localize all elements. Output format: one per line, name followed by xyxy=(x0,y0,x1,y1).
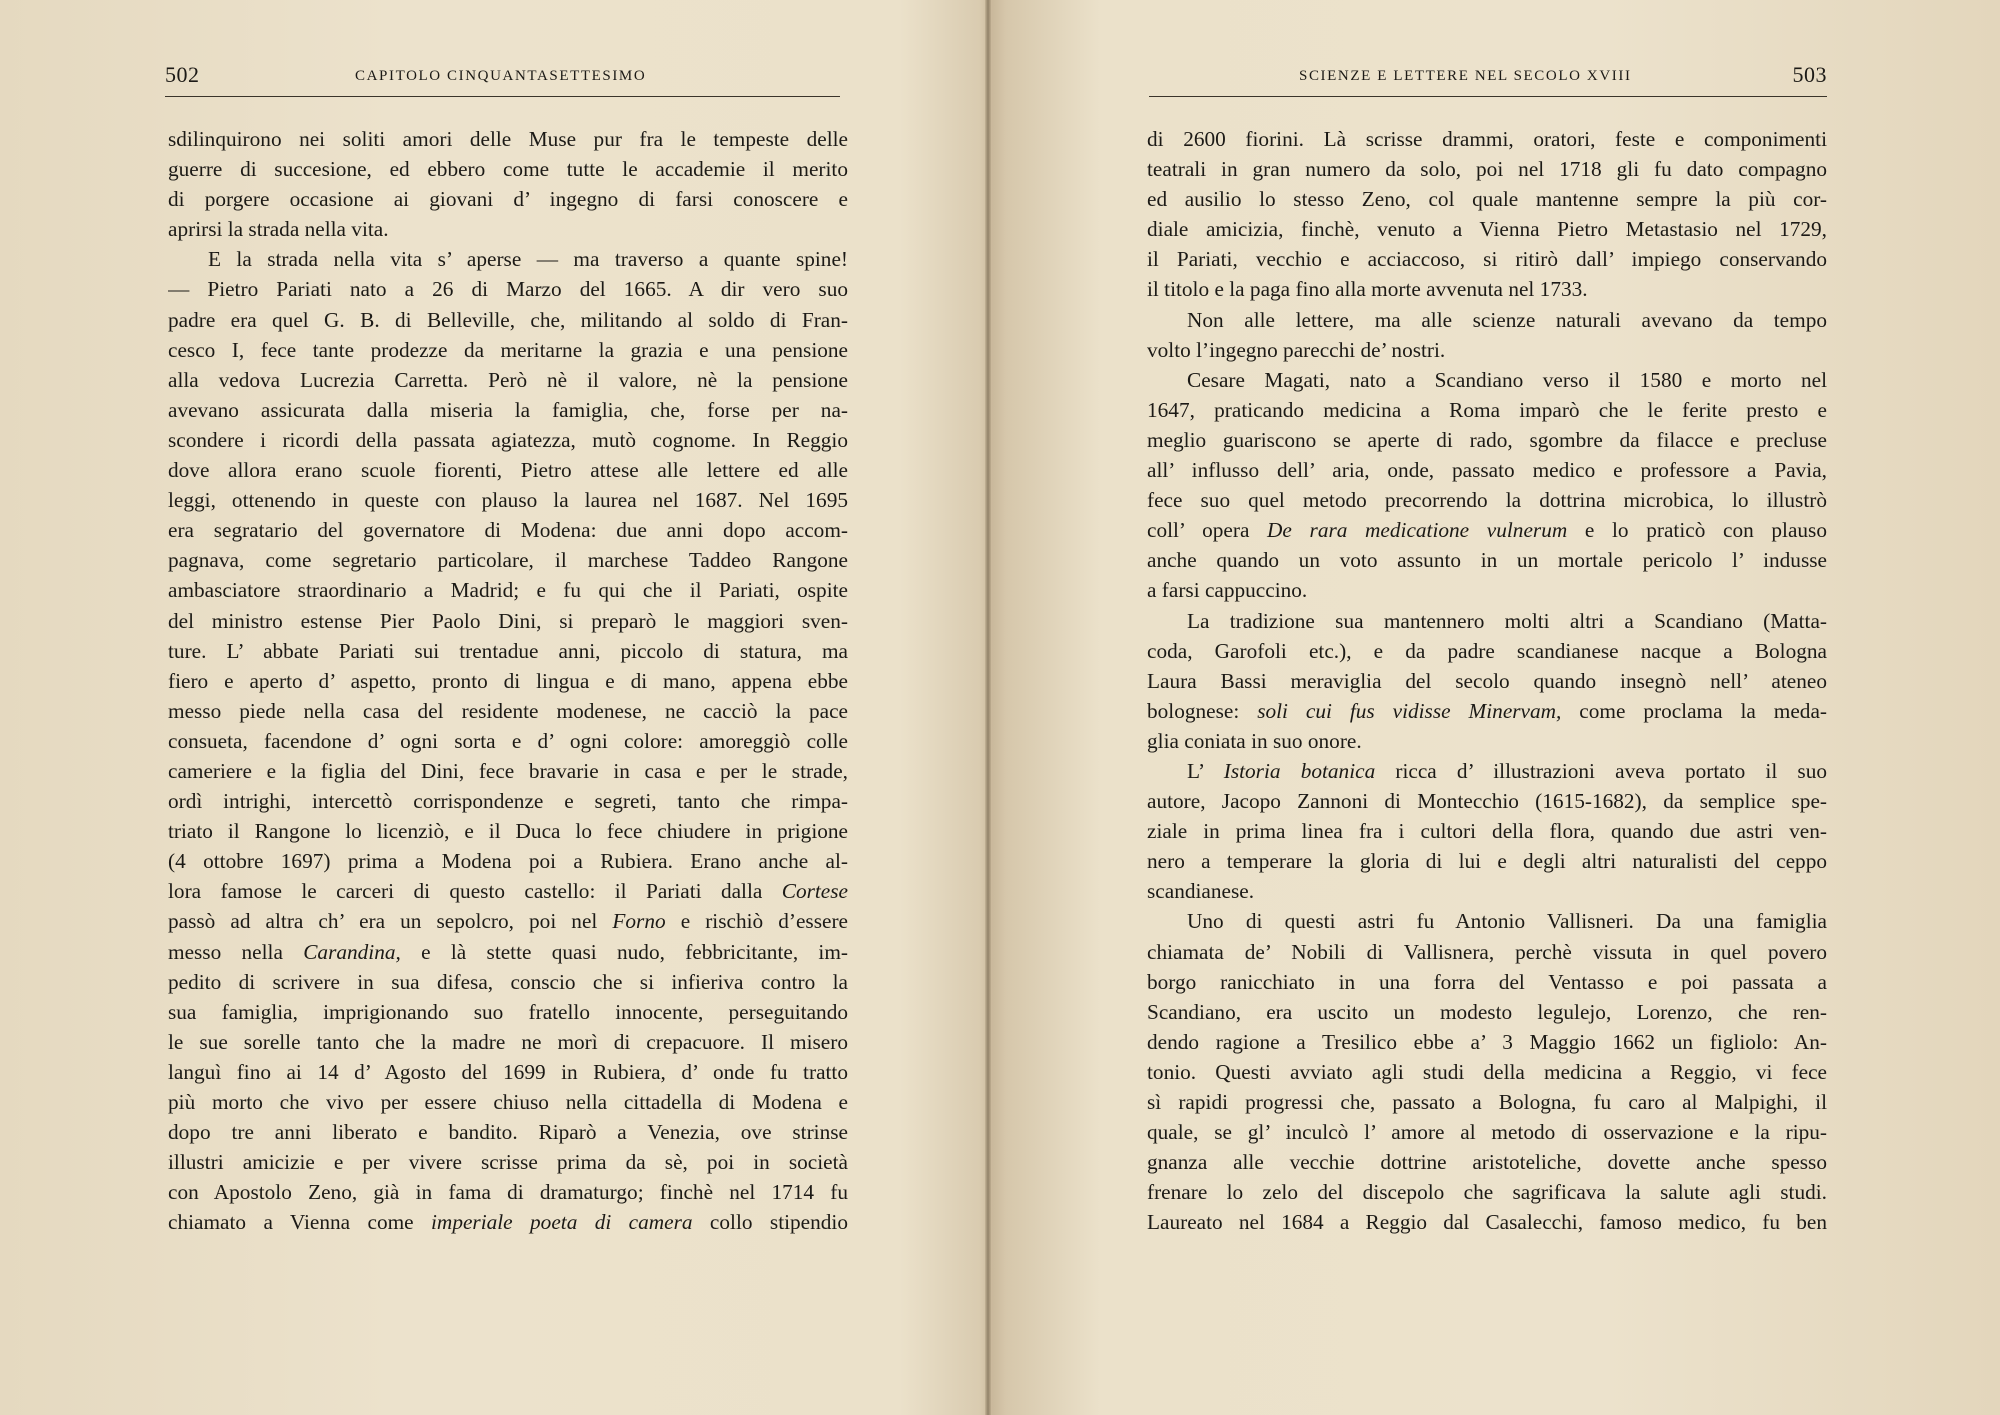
text-segment: illustri amicizie e per vivere scrisse prima da sè, poi in società xyxy=(168,1150,848,1175)
text-line xyxy=(1147,515,1827,545)
right-page-header xyxy=(1149,62,1827,97)
text-line xyxy=(1147,666,1827,696)
text-segment: cameriere e la figlia del Dini, fece bravarie in casa e per le strade, xyxy=(168,758,848,783)
text-line xyxy=(1147,395,1827,425)
text-line xyxy=(168,816,848,846)
text-segment: ordì intrighi, intercettò corrispondenze e segreti, tanto che rimpa- xyxy=(168,789,848,814)
text-line xyxy=(168,365,848,395)
text-segment: ziale in prima linea fra i cultori della flora, quando due astri ven- xyxy=(1147,819,1827,844)
text-line xyxy=(1147,636,1827,666)
right-page xyxy=(991,0,2000,1415)
text-segment: volto l’ingegno parecchi de’ nostri. xyxy=(1147,337,1446,362)
text-line xyxy=(168,666,848,696)
text-line xyxy=(1147,214,1827,244)
text-segment: passò ad altra ch’ era un sepolcro, poi nel xyxy=(168,909,613,934)
text-line xyxy=(168,455,848,485)
left-page xyxy=(0,0,985,1415)
text-segment: e là stette quasi nudo, febbricitante, im- xyxy=(400,939,848,964)
italic-text: Carandina, xyxy=(303,939,401,964)
text-line xyxy=(1147,154,1827,184)
text-segment: di porgere occasione ai giovani d’ ingegno di farsi conoscere e xyxy=(168,187,848,212)
text-line xyxy=(1147,545,1827,575)
text-line xyxy=(168,1057,848,1087)
text-segment: fiero e aperto d’ aspetto, pronto di lingua e di mano, appena ebbe xyxy=(168,668,848,693)
text-line xyxy=(1147,485,1827,515)
text-segment: scondere i ricordi della passata agiatezza, mutò cognome. In Reggio xyxy=(168,427,848,452)
text-segment: quale, se gl’ inculcò l’ amore al metodo di osservazione e la ripu- xyxy=(1147,1120,1827,1145)
text-segment: coda, Garofoli etc.), e da padre scandianese nacque a Bologna xyxy=(1147,638,1827,663)
text-segment: Laura Bassi meraviglia del secolo quando insegnò nell’ ateneo xyxy=(1147,668,1827,693)
text-segment: ed ausilio lo stesso Zeno, col quale mantenne sempre la più cor- xyxy=(1147,187,1827,212)
text-line xyxy=(1147,967,1827,997)
text-segment: dopo tre anni liberato e bandito. Riparò a Venezia, ove strinse xyxy=(168,1120,848,1145)
text-line xyxy=(168,485,848,515)
text-segment: E la strada nella vita s’ aperse — ma traverso a quante spine! xyxy=(208,247,848,272)
text-line xyxy=(1147,575,1827,605)
text-segment: dove allora erano scuole fiorenti, Pietro attese alle lettere ed alle xyxy=(168,458,848,483)
text-line xyxy=(1147,244,1827,274)
italic-text: Cortese xyxy=(781,879,848,904)
text-segment: gnanza alle vecchie dottrine aristoteliche, dovette anche spesso xyxy=(1147,1150,1827,1175)
text-line xyxy=(168,1147,848,1177)
text-segment: e rischiò d’essere xyxy=(665,909,848,934)
text-segment: alla vedova Lucrezia Carretta. Però nè il valore, nè la pensione xyxy=(168,367,848,392)
italic-text: Forno xyxy=(612,909,666,934)
text-line xyxy=(1147,184,1827,214)
text-segment: messo piede nella casa del residente modenese, ne cacciò la pace xyxy=(168,698,848,723)
text-line xyxy=(1147,876,1827,906)
text-segment: collo stipendio xyxy=(692,1210,848,1235)
text-line xyxy=(168,1027,848,1057)
text-segment: L’ xyxy=(1187,758,1224,783)
left-page-text xyxy=(168,124,848,1237)
text-segment: nero a temperare la gloria di lui e degli altri naturalisti del ceppo xyxy=(1147,849,1827,874)
text-segment: Uno di questi astri fu Antonio Vallisneri. Da una famiglia xyxy=(1187,909,1827,934)
text-line xyxy=(1147,937,1827,967)
text-line xyxy=(1147,1027,1827,1057)
text-segment: il titolo e la paga fino alla morte avvenuta nel 1733. xyxy=(1147,277,1588,302)
text-line xyxy=(168,1087,848,1117)
text-segment: sua famiglia, imprigionando suo fratello innocente, perseguitando xyxy=(168,999,848,1024)
text-line xyxy=(1147,1057,1827,1087)
text-line xyxy=(1147,997,1827,1027)
text-line xyxy=(168,154,848,184)
text-line xyxy=(1147,846,1827,876)
text-segment: scandianese. xyxy=(1147,879,1255,904)
text-line xyxy=(168,636,848,666)
text-segment: bolognese: xyxy=(1147,698,1258,723)
text-line xyxy=(168,876,848,906)
text-segment: glia coniata in suo onore. xyxy=(1147,728,1362,753)
text-segment: Cesare Magati, nato a Scandiano verso il 1580 e morto nel xyxy=(1187,367,1827,392)
text-line xyxy=(168,184,848,214)
text-line xyxy=(168,335,848,365)
text-line xyxy=(168,967,848,997)
text-line xyxy=(1147,274,1827,304)
text-line xyxy=(1147,786,1827,816)
text-segment: sdilinquirono nei soliti amori delle Muse pur fra le tempeste delle xyxy=(168,127,848,151)
text-segment: dendo ragione a Tresilico ebbe a’ 3 Maggio 1662 un figliolo: An- xyxy=(1147,1029,1827,1054)
text-segment: coll’ opera xyxy=(1147,518,1268,543)
text-line xyxy=(168,606,848,636)
text-line xyxy=(1147,696,1827,726)
text-segment: del ministro estense Pier Paolo Dini, si preparò le maggiori sven- xyxy=(168,608,848,633)
text-segment: ricca d’ illustrazioni aveva portato il suo xyxy=(1375,758,1827,783)
text-line xyxy=(168,124,848,154)
text-line xyxy=(168,1117,848,1147)
right-page-text xyxy=(1147,124,1827,1237)
text-line xyxy=(1147,1177,1827,1207)
text-segment: ture. L’ abbate Pariati sui trentadue anni, piccolo di statura, ma xyxy=(168,638,848,663)
text-segment: era segratario del governatore di Modena: due anni dopo accom- xyxy=(168,518,848,543)
text-line xyxy=(1147,1087,1827,1117)
text-segment: triato il Rangone lo licenziò, e il Duca lo fece chiudere in prigione xyxy=(168,819,848,844)
text-segment: autore, Jacopo Zannoni di Montecchio (1615-1682), da semplice spe- xyxy=(1147,789,1827,814)
text-line xyxy=(1147,1117,1827,1147)
text-segment: più morto che vivo per essere chiuso nella cittadella di Modena e xyxy=(168,1090,848,1114)
text-segment: Scandiano, era uscito un modesto legulejo, Lorenzo, che ren- xyxy=(1147,999,1827,1024)
text-line xyxy=(1147,124,1827,154)
text-line xyxy=(1147,726,1827,756)
text-line xyxy=(168,305,848,335)
text-segment: e lo praticò con plauso xyxy=(1567,518,1827,543)
text-segment: come proclama la meda- xyxy=(1561,698,1827,723)
text-line xyxy=(168,515,848,545)
text-line xyxy=(168,906,848,936)
text-line xyxy=(168,726,848,756)
text-segment: aprirsi la strada nella vita. xyxy=(168,217,389,242)
text-segment: chiamata de’ Nobili di Vallisnera, perchè vissuta in quel povero xyxy=(1147,939,1827,964)
text-segment: con Apostolo Zeno, già in fama di dramaturgo; finchè nel 1714 fu xyxy=(168,1180,848,1205)
text-segment: pagnava, come segretario particolare, il marchese Taddeo Rangone xyxy=(168,548,848,573)
text-line xyxy=(168,274,848,304)
text-line xyxy=(1147,1147,1827,1177)
text-segment: diale amicizia, finchè, venuto a Vienna Pietro Metastasio nel 1729, xyxy=(1147,217,1827,242)
right-page-number: 503 xyxy=(1792,62,1827,87)
text-segment: fece suo quel metodo precorrendo la dottrina microbica, lo illustrò xyxy=(1147,488,1827,513)
text-segment: Non alle lettere, ma alle scienze naturali avevano da tempo xyxy=(1187,307,1827,332)
text-segment: chiamato a Vienna come xyxy=(168,1210,432,1235)
text-segment: guerre di succesione, ed ebbero come tutte le accademie il merito xyxy=(168,157,848,182)
text-segment: cesco I, fece tante prodezze da meritarne la grazia e una pensione xyxy=(168,337,848,362)
text-segment: ambasciatore straordinario a Madrid; e fu qui che il Pariati, ospite xyxy=(168,578,848,603)
text-segment: consueta, facendone d’ ogni sorta e d’ ogni colore: amoreggiò colle xyxy=(168,728,848,753)
text-segment: 1647, praticando medicina a Roma imparò che le ferite presto e xyxy=(1147,397,1827,422)
text-line xyxy=(168,786,848,816)
text-segment: (4 ottobre 1697) prima a Modena poi a Rubiera. Erano anche al- xyxy=(168,849,848,874)
text-line xyxy=(1147,455,1827,485)
text-segment: teatrali in gran numero da solo, poi nel 1718 gli fu dato compagno xyxy=(1147,157,1827,182)
text-line xyxy=(168,846,848,876)
text-segment: le sue sorelle tanto che la madre ne morì di crepacuore. Il misero xyxy=(168,1029,848,1054)
text-segment: borgo ranicchiato in una forra del Ventasso e poi passata a xyxy=(1147,969,1827,994)
text-segment: all’ influsso dell’ aria, onde, passato medico e professore a Pavia, xyxy=(1147,458,1827,483)
text-line xyxy=(168,244,848,274)
text-segment: a farsi cappuccino. xyxy=(1147,578,1308,603)
italic-text: De rara medicatione vulnerum xyxy=(1267,518,1568,543)
text-line xyxy=(168,756,848,786)
text-segment: meglio guariscono se aperte di rado, sgombre da filacce e precluse xyxy=(1147,427,1827,452)
text-segment: tonio. Questi avviato agli studi della medicina a Reggio, vi fece xyxy=(1147,1059,1827,1084)
text-segment: il Pariati, vecchio e acciaccoso, si ritirò dall’ impiego conservando xyxy=(1147,247,1827,272)
text-line xyxy=(168,545,848,575)
text-line xyxy=(1147,1207,1827,1237)
text-line xyxy=(1147,756,1827,786)
text-line xyxy=(168,696,848,726)
text-segment: leggi, ottenendo in queste con plauso la laurea nel 1687. Nel 1695 xyxy=(168,488,848,513)
text-segment: La tradizione sua mantennero molti altri a Scandiano (Matta- xyxy=(1187,608,1827,633)
text-line xyxy=(168,1177,848,1207)
text-line xyxy=(168,937,848,967)
text-segment: messo nella xyxy=(168,939,304,964)
text-line xyxy=(1147,425,1827,455)
text-segment: languì fino ai 14 d’ Agosto del 1699 in Rubiera, d’ onde fu tratto xyxy=(168,1059,848,1084)
text-segment: avevano assicurata dalla miseria la famiglia, che, forse per na- xyxy=(168,397,848,422)
text-segment: lora famose le carceri di questo castello: il Pariati dalla xyxy=(168,879,782,904)
text-line xyxy=(1147,606,1827,636)
text-segment: frenare lo zelo del discepolo che sagrificava la salute agli studi. xyxy=(1147,1180,1827,1205)
text-segment: di 2600 fiorini. Là scrisse drammi, oratori, feste e componimenti xyxy=(1147,127,1827,151)
text-segment: anche quando un voto assunto in un mortale pericolo l’ indusse xyxy=(1147,548,1827,573)
text-line xyxy=(1147,305,1827,335)
text-line xyxy=(168,1207,848,1237)
text-segment: — Pietro Pariati nato a 26 di Marzo del 1665. A dir vero suo xyxy=(168,277,848,302)
text-segment: padre era quel G. B. di Belleville, che, militando al soldo di Fran- xyxy=(168,307,848,332)
text-segment: pedito di scrivere in sua difesa, conscio che si infieriva contro la xyxy=(168,969,848,994)
text-line xyxy=(1147,906,1827,936)
left-running-head: CAPITOLO CINQUANTASETTESIMO xyxy=(355,68,647,84)
left-page-header xyxy=(165,62,840,97)
italic-text: imperiale poeta di camera xyxy=(431,1210,693,1235)
text-line xyxy=(168,395,848,425)
text-line xyxy=(168,997,848,1027)
italic-text: soli cui fus vidisse Minervam, xyxy=(1257,698,1562,723)
text-line xyxy=(168,425,848,455)
text-line xyxy=(168,214,848,244)
italic-text: Istoria botanica xyxy=(1223,758,1376,783)
right-running-head: SCIENZE E LETTERE NEL SECOLO XVIII xyxy=(1299,68,1632,84)
text-segment: sì rapidi progressi che, passato a Bologna, fu caro al Malpighi, il xyxy=(1147,1090,1827,1114)
text-line xyxy=(1147,365,1827,395)
text-line xyxy=(1147,335,1827,365)
text-segment: Laureato nel 1684 a Reggio dal Casalecchi, famoso medico, fu ben xyxy=(1147,1210,1827,1235)
left-page-number: 502 xyxy=(165,62,200,87)
text-line xyxy=(168,575,848,605)
text-line xyxy=(1147,816,1827,846)
